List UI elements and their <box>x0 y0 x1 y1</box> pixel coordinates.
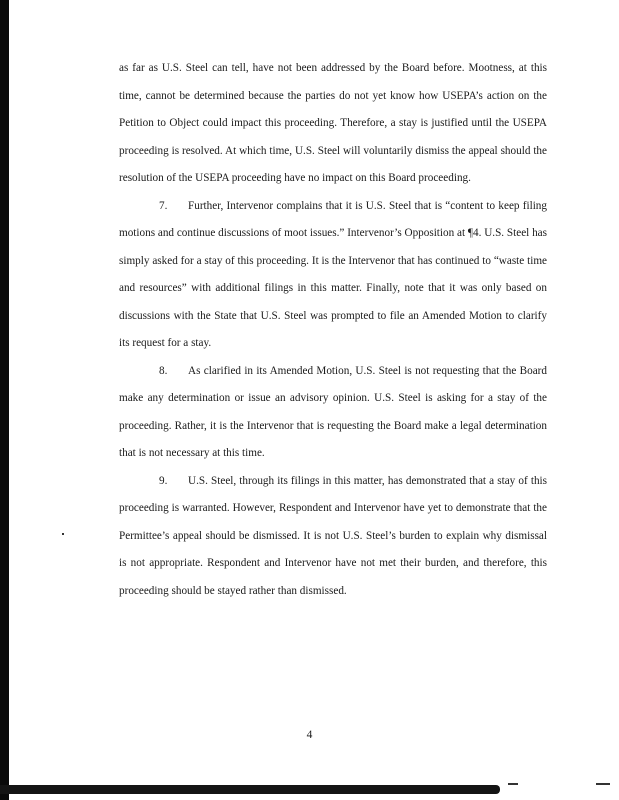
paragraph-text: U.S. Steel, through its filings in this matter, has demonstrated that a stay of this proceeding is warranted. However, Respondent and Intervenor have yet to demonstrate that the Permittee’s appeal should be dismissed. It is not U.S. Steel’s burden to explain why dismissal is not appropriate. Respondent and Intervenor have not met their burden, and therefore, this proceeding should be stayed rather than dismissed. <box>119 474 547 597</box>
scan-mark <box>596 783 610 785</box>
paragraph-number: 9. <box>159 474 168 487</box>
document-body <box>119 55 547 605</box>
paragraph-7 <box>119 193 547 358</box>
page-number: 4 <box>306 729 313 741</box>
scan-left-edge <box>0 0 9 800</box>
scan-bottom-edge <box>0 785 500 794</box>
paragraph-text: As clarified in its Amended Motion, U.S. Steel is not requesting that the Board make any determination or issue an advisory opinion. U.S. Steel is asking for a stay of the proceeding. Rather, it is the Intervenor that is requesting the Board make a legal determination that is not necessary at this time. <box>119 364 547 459</box>
paragraph-number: 8. <box>159 364 168 377</box>
paragraph-8 <box>119 358 547 468</box>
scan-mark <box>508 783 518 785</box>
continued-paragraph: as far as U.S. Steel can tell, have not been addressed by the Board before. Mootness, at this time, cannot be determined because the parties do not yet know how USEPA’s action on the Petition to Object could impact this proceeding. Therefore, a stay is justified until the USEPA proceeding is resolved. At which time, U.S. Steel will voluntarily dismiss the appeal should the resolution of the USEPA proceeding have no impact on this Board proceeding. <box>119 62 547 184</box>
scan-speck <box>62 533 64 535</box>
paragraph-number: 7. <box>159 199 168 212</box>
paragraph-text: Further, Intervenor complains that it is U.S. Steel that is “content to keep filing motions and continue discussions of moot issues.” Intervenor’s Opposition at ¶4. U.S. Steel has simply asked for a stay of this proceeding. It is the Intervenor that has continued to “waste time and resources” with additional filings in this matter. Finally, note that it was only based on discussions with the State that U.S. Steel was prompted to file an Amended Motion to clarify its request for a stay. <box>119 199 547 349</box>
paragraph-9 <box>119 468 547 606</box>
